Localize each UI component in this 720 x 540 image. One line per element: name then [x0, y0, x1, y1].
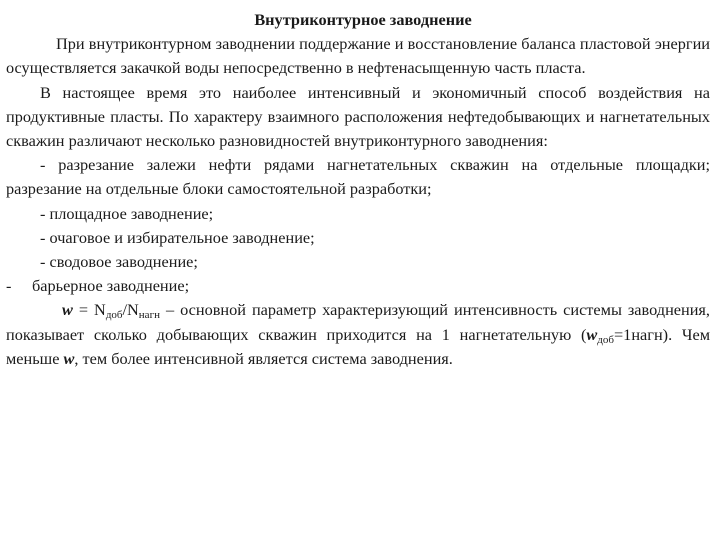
w-symbol-2: w [586, 324, 598, 344]
paragraph-intro: При внутриконтурном заводнении поддержание и восстановление баланса пластовой энергии осуществляется закачкой воды непосредственно в нефтенасыщенную часть пласта. [6, 34, 710, 78]
formula-slash: /N [122, 300, 139, 320]
list-dash: - [6, 276, 12, 296]
formula-paren-value: =1нагн). Чем меньше [6, 324, 711, 368]
formula-paragraph [6, 298, 710, 371]
w-symbol: w [62, 300, 73, 320]
list-item-areal: - площадное заводнение; [40, 203, 214, 223]
paragraph-types: В настоящее время это наиболее интенсивный и экономичный способ воздействия на продуктивные пласты. По характеру взаимного расположения нефтедобывающих и нагнетательных скважин различают несколько разновидностей внутриконтурного заводнения: [6, 82, 710, 151]
subscript-dob: доб [105, 309, 123, 322]
formula-equals: = N [72, 300, 106, 320]
w-symbol-3: w [63, 348, 75, 368]
list-item-barrier [6, 274, 710, 298]
subscript-nagn: нагн [138, 309, 160, 322]
subscript-dob-2: доб [597, 333, 614, 346]
list-item-barrier-text: барьерное заводнение; [32, 276, 190, 296]
formula-description: – основной параметр характеризующий интенсивность системы заводнения, показывает сколько добывающих скважин приходится на 1 нагнетательную ( [6, 300, 710, 344]
formula-ending: , тем более интенсивной является система заводнения. [74, 348, 453, 368]
list-item-focal: - очаговое и избирательное заводнение; [40, 227, 315, 247]
list-item-crestal: - сводовое заводнение; [40, 252, 198, 272]
list-item-cutting: - разрезание залежи нефти рядами нагнетательных скважин на отдельные площадки; разрезание на отдельные блоки самостоятельной разработки; [6, 155, 710, 199]
document-title: Внутриконтурное заводнение [254, 10, 472, 29]
document-body [6, 8, 710, 371]
